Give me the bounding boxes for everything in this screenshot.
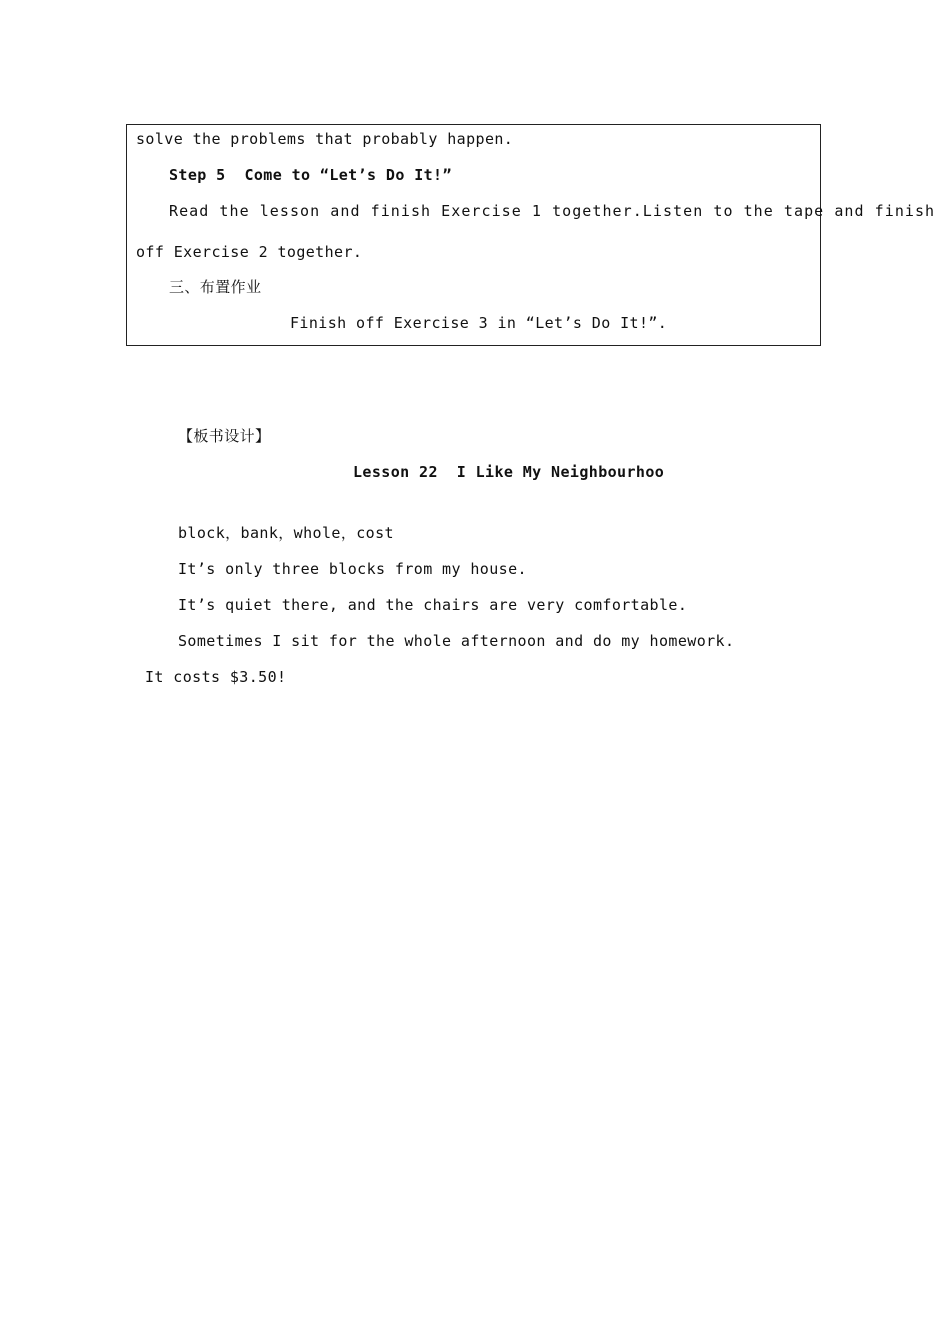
table-line-read-lesson: Read the lesson and finish Exercise 1 together.Listen to the tape and finish (169, 202, 936, 220)
board-line-costs: It costs $3.50! (145, 668, 287, 686)
homework-text: Finish off Exercise 3 in “Let’s Do It!”. (290, 314, 668, 332)
board-line-blocks: It’s only three blocks from my house. (178, 560, 527, 578)
table-line-exercise2: off Exercise 2 together. (136, 243, 363, 261)
lesson-table-box (126, 124, 821, 346)
step5-heading: Step 5 Come to “Let’s Do It!” (169, 166, 452, 184)
board-line-quiet: It’s quiet there, and the chairs are very comfortable. (178, 596, 688, 614)
homework-heading: 三、布置作业 (169, 278, 262, 296)
board-line-sometimes: Sometimes I sit for the whole afternoon and do my homework. (178, 632, 735, 650)
board-design-heading: 【板书设计】 (178, 427, 271, 445)
table-line-solve: solve the problems that probably happen. (136, 130, 514, 148)
board-line-vocabulary: block，bank，whole，cost (178, 524, 394, 542)
board-title: Lesson 22 I Like My Neighbourhoo (353, 463, 665, 481)
